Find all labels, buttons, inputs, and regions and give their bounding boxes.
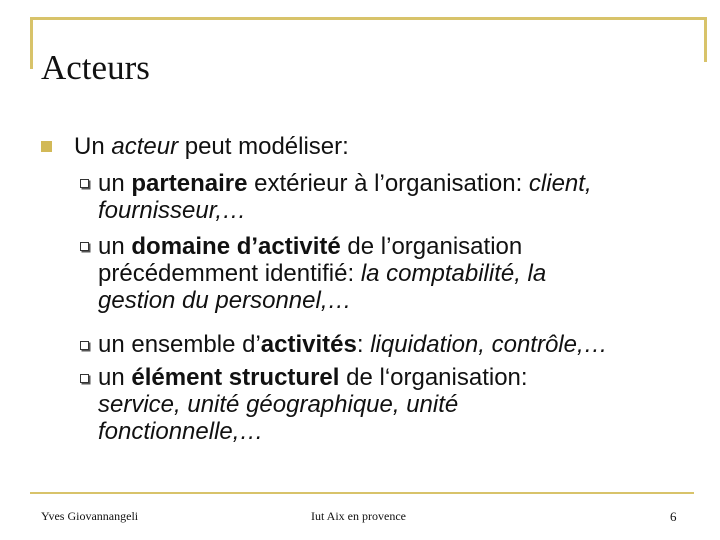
list-item-line [98,260,698,287]
text-run: un [98,233,132,260]
hollow-square-bullet-icon [80,242,89,251]
text-run: précédemment identifié: [98,260,361,287]
hollow-square-bullet-icon [80,374,89,383]
footer-author: Yves Giovannangeli [41,509,139,523]
text-run: un [98,170,132,197]
list-item-line [98,197,698,224]
hollow-square-bullet-icon [80,341,89,350]
intro-prefix: Un [74,133,112,160]
intro-suffix: peut modéliser: [178,133,349,160]
slide-title: Acteurs [41,48,150,87]
hollow-square-bullet-icon [80,179,89,188]
italic-run: liquidation, contrôle,… [370,331,608,358]
bold-run: activités [260,331,357,358]
frame-right-line [704,17,707,62]
list-item-line [98,170,698,197]
footer-rule [30,492,694,494]
italic-run: client, [528,170,592,197]
bold-run: partenaire [131,170,248,197]
frame-top-line [30,17,707,20]
list-item-partenaire [98,170,698,224]
list-item-line [98,418,698,445]
list-item-domaine [98,233,698,314]
list-item-line [98,233,698,260]
italic-run: gestion du personnel,… [98,287,352,314]
list-item-line [98,391,698,418]
list-item-line [98,364,698,391]
italic-run: fonctionnelle,… [98,418,264,445]
italic-run: fournisseur,… [98,197,247,224]
square-bullet-icon [41,141,52,152]
text-run: un [98,364,132,391]
text-run: de l‘organisation: [339,364,528,391]
text-run: un ensemble d’ [98,331,261,358]
bold-run: domaine d’activité [131,233,341,260]
text-run: : [356,331,371,358]
intro-line [74,131,349,163]
italic-run: service, unité géographique, unité [98,391,459,418]
list-item-line [98,287,698,314]
intro-emphasis: acteur [111,133,179,160]
bold-run: élément structurel [131,364,340,391]
footer-place: Iut Aix en provence [311,509,406,523]
list-item-activites [98,331,698,358]
page-number: 6 [670,509,677,524]
italic-run: la comptabilité, la [360,260,547,287]
frame-left-line [30,17,33,69]
list-item-element-structurel [98,364,698,445]
text-run: extérieur à l’organisation: [247,170,529,197]
text-run: de l’organisation [340,233,523,260]
list-item-line [98,331,698,358]
